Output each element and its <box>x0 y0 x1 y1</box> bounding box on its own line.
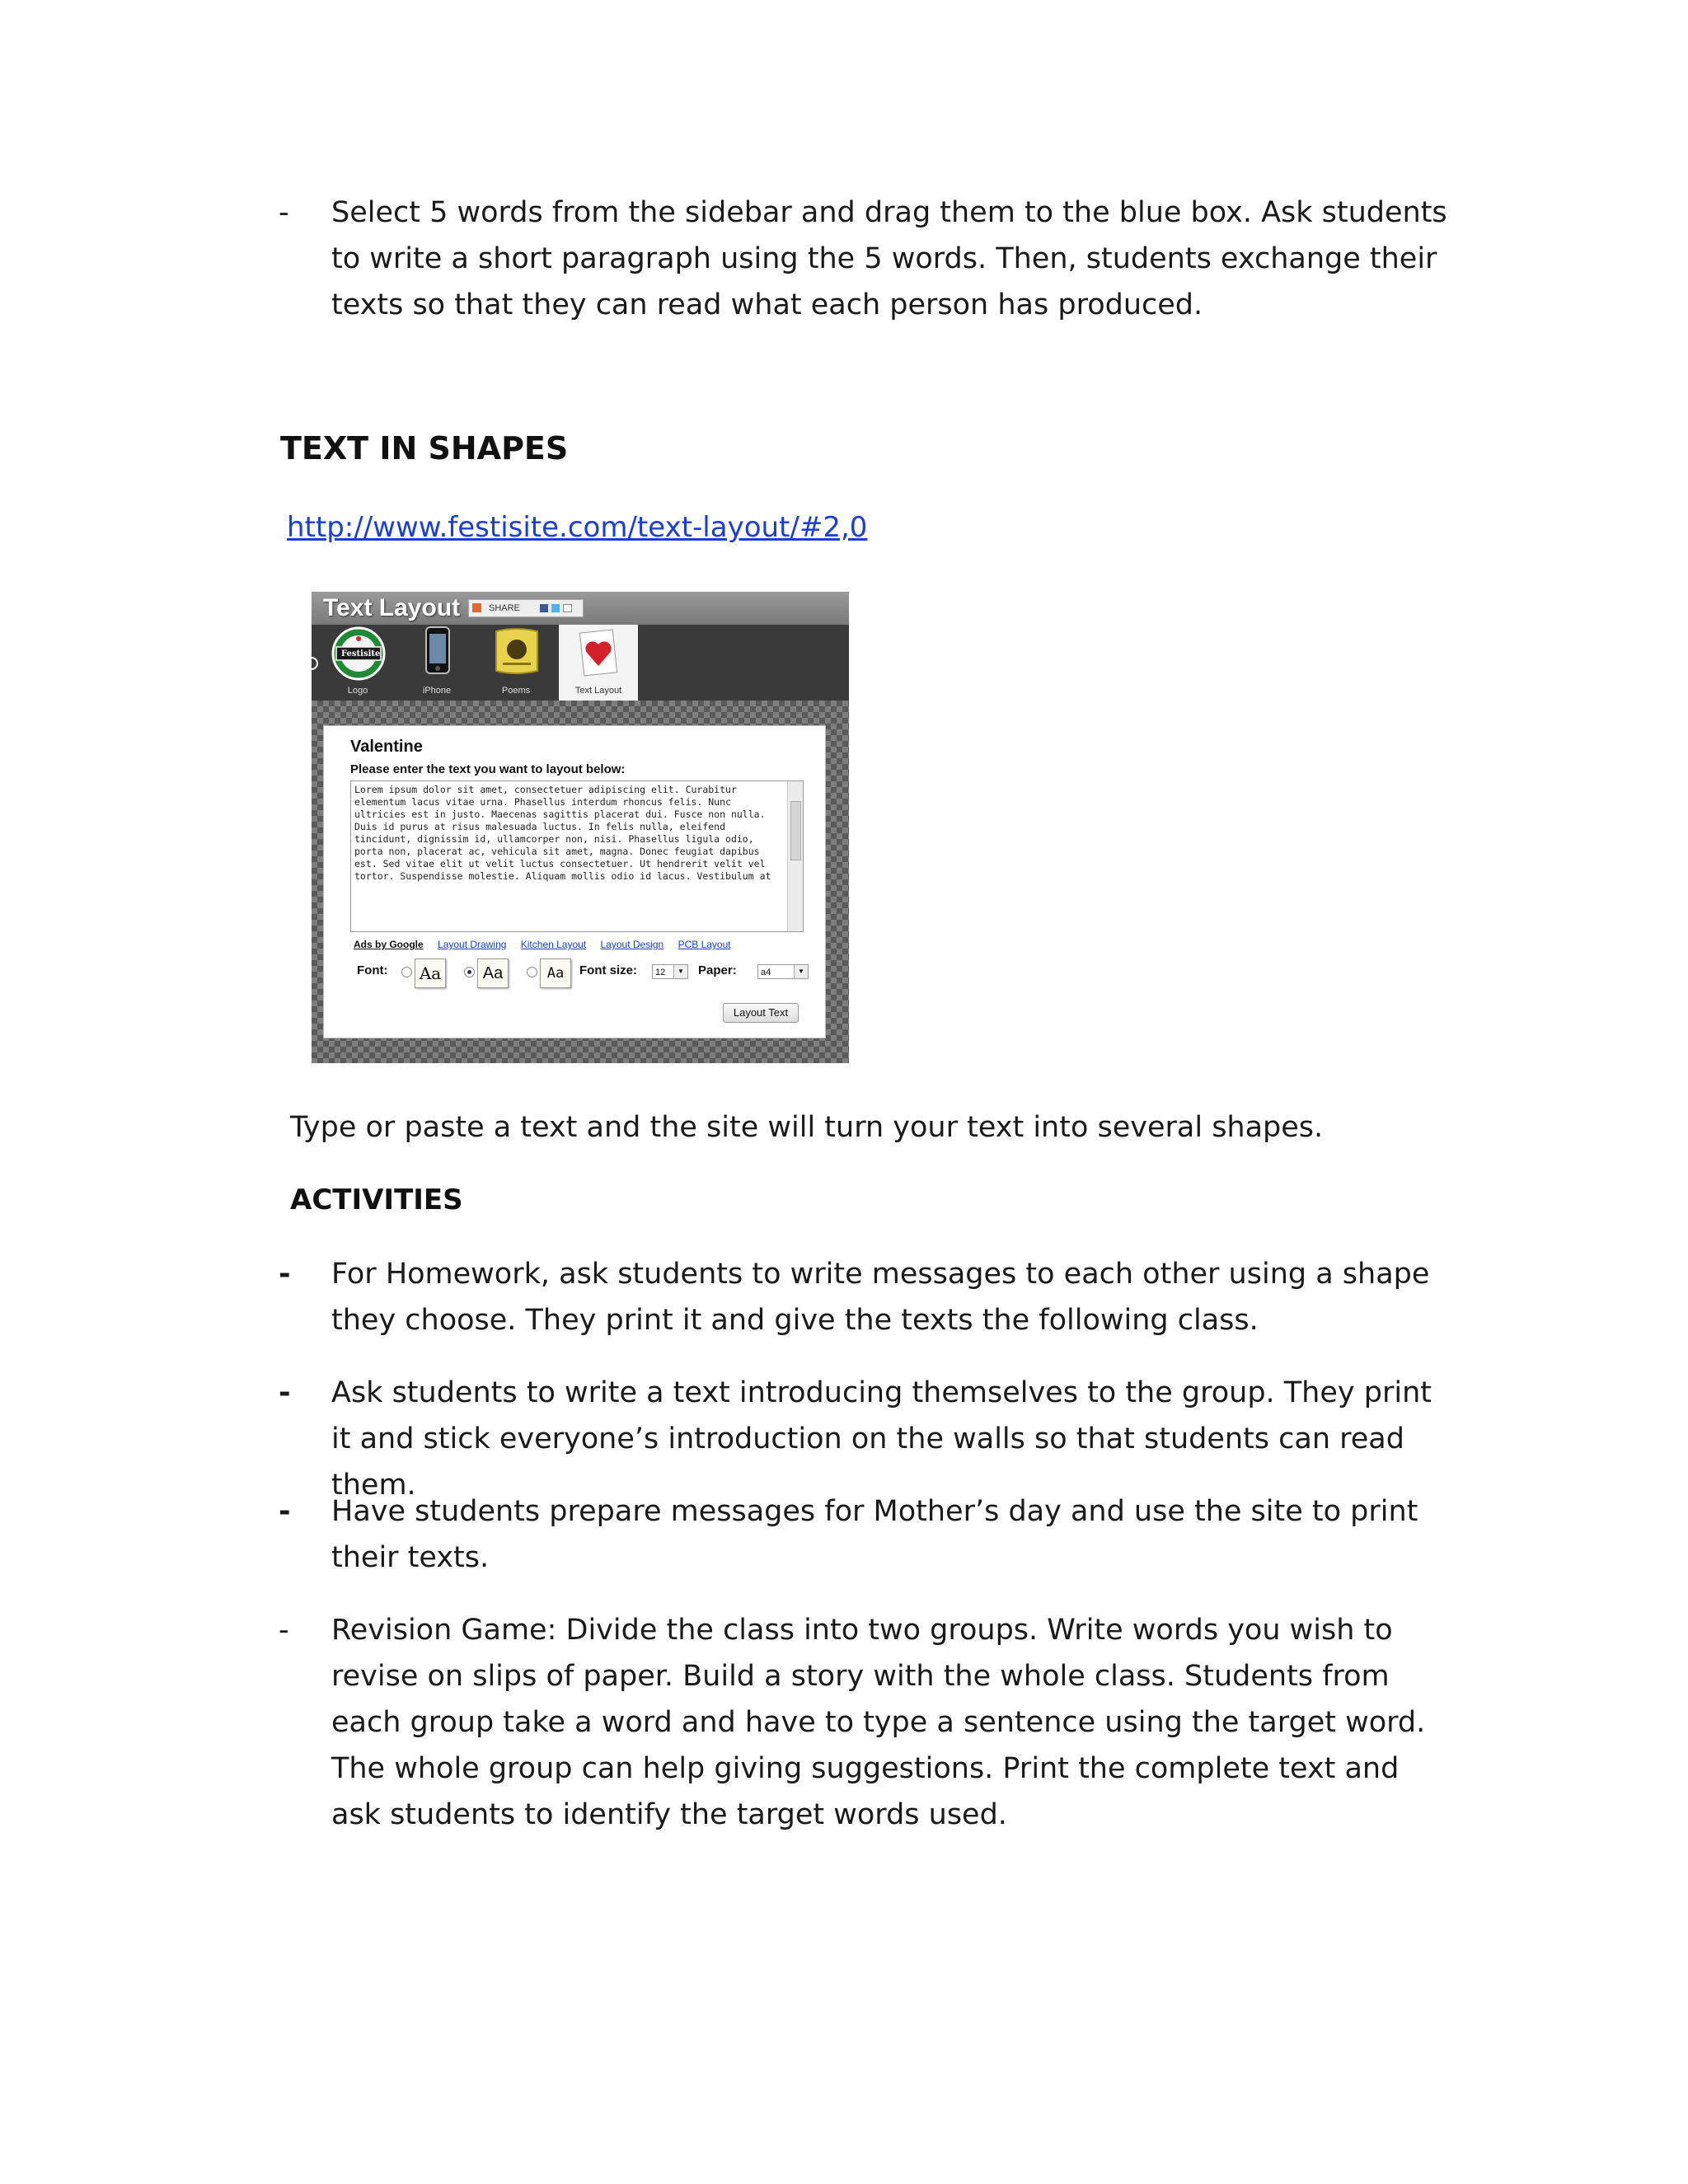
heart-layout-icon <box>575 628 621 677</box>
activity-text: Have students prepare messages for Mother’s day and use the site to print their texts. <box>331 1495 1418 1574</box>
iphone-icon <box>425 626 450 674</box>
share-button[interactable] <box>468 599 584 617</box>
ad-link[interactable]: Layout Drawing <box>438 939 507 950</box>
activities-title: ACTIVITIES <box>290 1183 463 1216</box>
app-label: Logo <box>347 686 368 696</box>
app-logo[interactable] <box>318 625 397 701</box>
intro-bullet <box>279 190 1449 330</box>
bullet-marker: - <box>279 1376 291 1409</box>
poem-scroll-icon <box>491 626 542 676</box>
bullet-marker: - <box>279 1495 291 1528</box>
font-radio-1[interactable] <box>401 967 412 977</box>
bullet-marker: - <box>279 1258 291 1291</box>
activity-text: For Homework, ask students to write messages to each other using a shape they choose. They print it and give the texts the following class. <box>331 1258 1430 1337</box>
ad-link[interactable]: Kitchen Layout <box>520 939 587 950</box>
paper-label: Paper: <box>698 963 737 977</box>
font-radio-3[interactable] <box>527 967 537 977</box>
layout-textarea[interactable]: Lorem ipsum dolor sit amet, consectetuer adipiscing elit. Curabitur elementum lacus vitae urna. Phasellus interdum rhoncus felis. Nunc ultricies est in justo. Maecenas sagittis placerat dui. Fusce non nulla. Duis id purus at risus malesuada luctus. In felis nulla, eleifend tincidunt, dignissim id, ullamcorper non, nisi. Phasellus ligula odio, porta non, placerat ac, vehicula sit amet, magna. Donec feugiat dapibus est. Sed vitae elit ut velit luctus consectetuer. Ut hendrerit velit vel tortor. Suspendisse molestie. Aliquam mollis odio id lacus. Vestibulum at <box>350 780 804 932</box>
font-sample-mono[interactable]: Aa <box>540 958 571 988</box>
facebook-icon <box>540 604 548 612</box>
app-label: iPhone <box>422 686 452 696</box>
section-title: TEXT IN SHAPES <box>280 430 569 466</box>
paper-value: a4 <box>761 968 771 977</box>
chevron-down-icon: ▼ <box>794 965 808 978</box>
app-label: Text Layout <box>574 686 622 696</box>
app-poems[interactable] <box>476 625 556 701</box>
activity-text: Ask students to write a text introducing themselves to the group. They print it and stick everyone’s introduction on the walls so that students can read them. <box>331 1376 1432 1502</box>
embedded-screenshot <box>312 592 849 1063</box>
chevron-down-icon: ▼ <box>673 965 687 978</box>
paper-select[interactable] <box>757 964 809 979</box>
bullet-marker: - <box>279 196 289 229</box>
textarea-scrollbar[interactable] <box>787 781 803 931</box>
font-options-row <box>357 958 818 991</box>
bullet-text: Select 5 words from the sidebar and drag them to the blue box. Ask students to write a short paragraph using the 5 words. Then, students exchange their texts so that they can read what each person has produced. <box>331 196 1447 321</box>
ads-row <box>354 939 743 950</box>
font-sample-serif[interactable]: Aa <box>415 958 446 988</box>
layout-text-button[interactable]: Layout Text <box>723 1003 799 1023</box>
festisite-link[interactable]: http://www.festisite.com/text-layout/#2,0 <box>287 511 868 544</box>
festisite-badge: Festisite <box>341 649 381 658</box>
font-size-value: 12 <box>655 968 666 977</box>
panel-title: Valentine <box>350 738 423 756</box>
bullet-marker: - <box>279 1614 289 1647</box>
activity-item <box>279 1251 1449 1343</box>
share-label: SHARE <box>489 603 520 613</box>
activity-item <box>279 1488 1449 1581</box>
app-text-layout[interactable] <box>559 625 638 701</box>
layout-panel <box>323 725 826 1038</box>
font-radio-2[interactable] <box>464 967 475 977</box>
app-icon-row <box>312 625 849 701</box>
scrollbar-thumb[interactable] <box>790 801 801 860</box>
font-size-label: Font size: <box>579 963 637 977</box>
ads-label: Ads by Google <box>354 939 424 950</box>
screenshot-titlebar <box>312 592 849 625</box>
app-iphone[interactable] <box>397 625 476 701</box>
font-label: Font: <box>357 963 388 977</box>
share-icon <box>472 603 481 612</box>
app-label: Poems <box>501 686 531 696</box>
activity-item <box>279 1607 1449 1838</box>
font-sample-sans[interactable]: Aa <box>477 958 509 988</box>
activity-item <box>279 1370 1449 1502</box>
twitter-icon <box>551 604 560 612</box>
font-size-select[interactable] <box>652 964 688 979</box>
panel-instruction: Please enter the text you want to layout below: <box>350 762 626 776</box>
ad-link[interactable]: PCB Layout <box>678 939 731 950</box>
ad-link[interactable]: Layout Design <box>600 939 664 950</box>
activity-text: Revision Game: Divide the class into two groups. Write words you wish to revise on slips of paper. Build a story with the whole class. Students from each group take a word and have to type a sentence using the target word. The whole group can help giving suggestions. Print the complete text and ask students to identify the target words used. <box>331 1614 1426 1831</box>
description-text: Type or paste a text and the site will turn your text into several shapes. <box>290 1111 1324 1144</box>
screenshot-title: Text Layout <box>323 594 461 621</box>
email-icon <box>563 604 572 612</box>
